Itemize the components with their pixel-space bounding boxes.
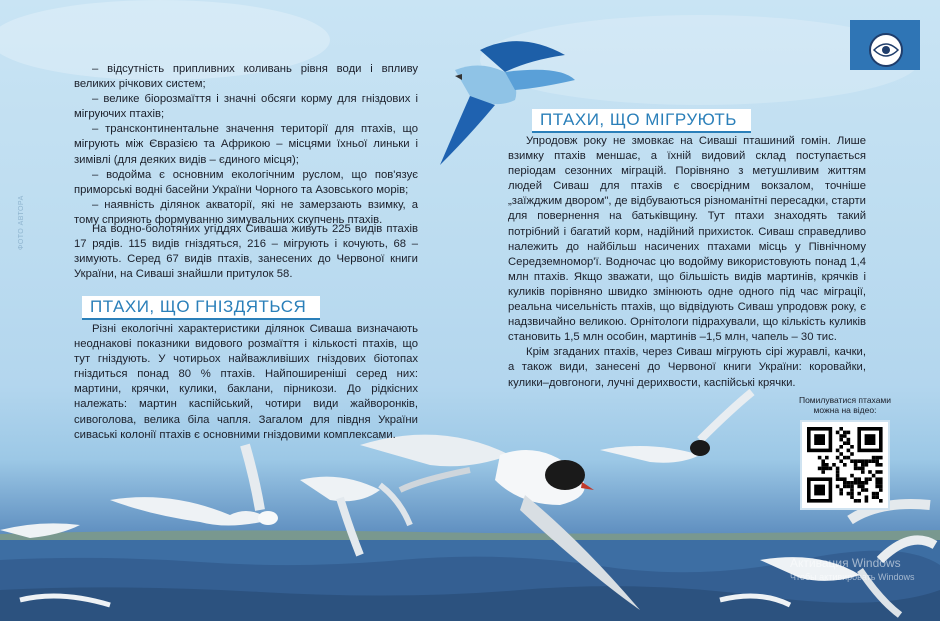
section-heading-nesting: ПТАХИ, ЩО ГНІЗДЯТЬСЯ: [82, 296, 320, 320]
bullet-item: – відсутність припливних коливань рівня води і впливу великих річкових систем;: [74, 63, 418, 91]
migrating-section: [508, 134, 866, 391]
bullet-item: – велике біорозмаїття і значні обсяги корму для гніздових і мігруючих птахів;: [74, 93, 418, 121]
windows-activation-watermark: [790, 556, 914, 584]
corner-emblem-icon: [850, 20, 920, 70]
species-paragraph: [74, 222, 418, 282]
section-heading-migrating: ПТАХИ, ЩО МІГРУЮТЬ: [532, 109, 751, 133]
bullet-item: – наявність ділянок акваторії, які не замерзають взимку, а тому сприяють формуванню зимувальних скупчень птахів.: [74, 198, 418, 226]
qr-code-icon: [802, 422, 888, 508]
photo-credit: ФОТО АВТОРА: [18, 195, 25, 250]
migrating-text-2: Крім згаданих птахів, через Сиваш мігрують сірі журавлі, качки, а також види, занесені до Червоної книги України: коровайки, кулики–довгоноги, лучні дерихвости, каспійські крячки.: [508, 346, 866, 389]
nesting-text: Різні екологічні характеристики ділянок Сиваша визначають неоднакові показники видового розмаїття і кількості птахів, що тут гніздують. У чотирьох найважливіших гніздових біотопах гніздиться понад 80 % птахів. Найпоширеніші серед них: мартини, крячки, кулики, баклани, пірникози. До рідкісних належать: мартин каспійський, чотири види жайворонків, сивоголова, велика біла чапля. Загалом для півдня України сиваські колонії птахів є основними гніздовими комплексами.: [74, 323, 418, 441]
bullet-item: – водойма є основним екологічним руслом, що пов'язує приморські водні басейни України Чорного та Азовського морів;: [74, 168, 418, 196]
migrating-text-1: Упродовж року не змовкає на Сиваші пташиний гомін. Лише взимку птахів меншає, а їхній видовий склад поступається періодам сезонних міграцій. Порівняно з метушливим життям людей Сиваш для птахів є своєрідним вокзалом, точніше „заїжджим двором", де відбуваються різноманітні пересадки, старти для повернення на батьківщину. Тут птахи знаходять такий потрібний і багатий корм, надійний прихисток. Сиваш справедливо належить до найбільш насичених птахами місць у Північному Середземномор'ї. Водночас цю водойму використовують понад 1,4 млн птахів. Якщо зважати, що більшість видів мартинів, крячків і куликів порівняно швидко змінюють одне одного під час міграції, реальна чисельність птахів, що відвідують Сиваш упродовж року, є надзвичайно великою. Орнітологи підрахували, що кількість куликів становить 1,5 млн особин, мартинів –1,5 млн, чапель – 30 тис.: [508, 135, 866, 344]
watermark-line-1: Активация Windows: [790, 556, 901, 570]
watermark-line-2: Чтобы активировать Windows: [790, 572, 915, 582]
qr-label: Помилуватися птахами можна на відео:: [798, 395, 892, 415]
nesting-section: [74, 322, 418, 443]
qr-code[interactable]: [800, 420, 890, 510]
left-bullet-list: [74, 62, 418, 228]
species-text: На водно-болотяних угіддях Сиваша живуть 225 видів птахів 17 рядів. 115 видів гніздяться, 216 – мігрують і кочують, 68 – зимують. Серед 67 видів птахів, занесених до Червоної книги України, на Сиваші знайшли притулок 58.: [74, 223, 418, 281]
bullet-item: – трансконтинентальне значення території для птахів, що мігрують між Євразією та Африкою – місцями їхньої линьки і зимівлі (для деяких видів – єдиного місця);: [74, 123, 418, 166]
